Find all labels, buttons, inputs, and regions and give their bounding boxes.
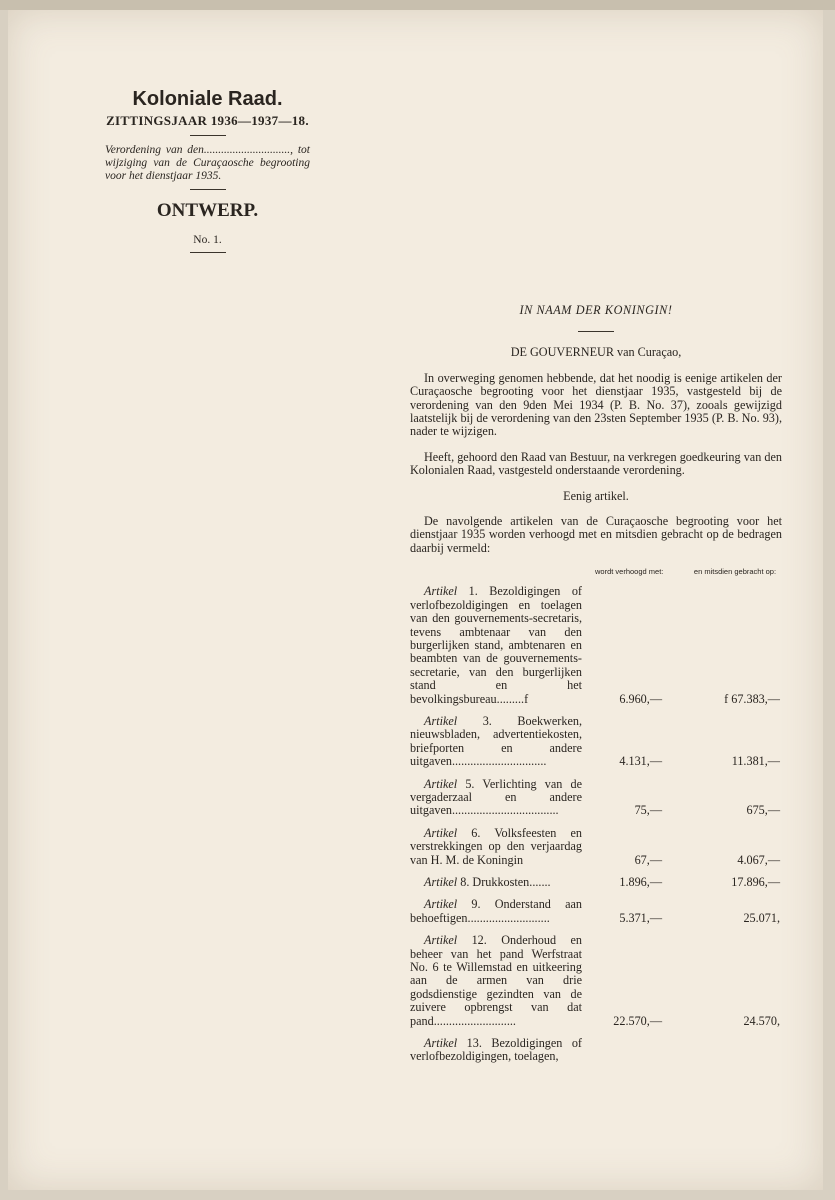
increase-amount: 6.960,— <box>619 691 662 706</box>
article-label: Artikel <box>424 875 458 889</box>
table-rows <box>410 585 782 1064</box>
total-amount: f 67.383,— <box>724 691 780 706</box>
table-header <box>410 567 782 576</box>
article-text: 8. Drukkosten....... <box>457 875 551 889</box>
document-header <box>105 88 310 259</box>
increase-amount: 4.131,— <box>619 754 662 769</box>
table-row <box>410 827 782 867</box>
divider <box>578 331 614 332</box>
table-row <box>410 934 782 1028</box>
article-label: Artikel <box>424 897 458 912</box>
total-amount: 25.071, <box>743 910 780 925</box>
article-label: Artikel <box>424 1036 458 1051</box>
document-number: No. 1. <box>193 234 222 246</box>
article-text: 5. Verlichting van de vergaderzaal en andere uitgaven................................... <box>410 776 582 818</box>
increase-column-header: wordt verhoogd met: <box>595 567 664 577</box>
article-description <box>410 715 582 769</box>
table-row <box>410 1037 782 1064</box>
article-text: 1. Bezoldigingen of verlofbezoldigingen en toelagen van den gouvernements-secretaris, tevens ambtenaar van den burgerlijken stand, ambtenaren en beambten van de gouvernements-secretarie, van den burgerlijken stand en het bevolkingsbureau.........f <box>410 584 582 706</box>
council-title: Koloniale Raad. <box>132 88 283 110</box>
increase-amount: 75,— <box>634 803 662 818</box>
article-label: Artikel <box>424 825 458 840</box>
total-amount: 675,— <box>746 803 780 818</box>
royal-heading: IN NAAM DER KONINGIN! <box>519 303 673 317</box>
article-heading: Eenig artikel. <box>563 488 629 503</box>
draft-label: ONTWERP. <box>156 200 259 221</box>
article-description <box>410 934 582 1028</box>
session-years: ZITTINGSJAAR 1936—1937—18. <box>106 113 309 128</box>
approval-paragraph: Heeft, gehoord den Raad van Bestuur, na verkregen goedkeuring van den Kolonialen Raad, vastgesteld onderstaande verordening. <box>410 449 782 478</box>
increase-amount: 5.371,— <box>619 910 662 925</box>
ordinance-description: Verordening van den.............................., tot wijziging van de Curaçaosche begrooting voor het dienstjaar 1935. <box>105 144 310 182</box>
table-row <box>410 876 782 889</box>
total-column-header: en mitsdien gebracht op: <box>693 567 777 577</box>
total-amount: 17.896,— <box>731 875 780 889</box>
article-description <box>410 1037 582 1064</box>
divider <box>190 252 226 253</box>
total-amount: 4.067,— <box>737 852 780 867</box>
table-row <box>410 715 782 769</box>
table-row <box>410 898 782 925</box>
article-description <box>410 876 582 889</box>
table-row <box>410 778 782 818</box>
increase-amount: 22.570,— <box>613 1013 662 1028</box>
article-description <box>410 585 582 706</box>
article-text: 6. Volksfeesten en verstrekkingen op den verjaardag van H. M. de Koningin <box>410 825 582 867</box>
article-text: 9. Onderstand aan behoeftigen........................... <box>410 897 582 925</box>
article-label: Artikel <box>424 776 458 791</box>
divider <box>190 135 226 136</box>
article-label: Artikel <box>424 933 458 948</box>
increase-amount: 67,— <box>634 852 662 867</box>
article-label: Artikel <box>424 584 458 599</box>
article-text: 12. Onderhoud en beheer van het pand Werfstraat No. 6 te Willemstad en uitkeering aan de armen van drie godsdienstige gezindten van de zuivere opbrengst van dat pand........................... <box>410 933 582 1028</box>
budget-table <box>410 567 782 1064</box>
total-amount: 11.381,— <box>731 754 780 769</box>
total-amount: 24.570, <box>743 1013 780 1028</box>
article-description <box>410 898 582 925</box>
article-description <box>410 778 582 818</box>
article-description <box>410 827 582 867</box>
preamble-paragraph: In overweging genomen hebbende, dat het noodig is eenige artikelen der Curaçaosche begrooting voor het dienstjaar 1935, vastgesteld bij de verordening van den 9den Mei 1934 (P. B. No. 37), zooals gewijzigd laatstelijk bij de verordening van den 23sten September 1935 (P. B. No. 93), nader te wijzigen. <box>410 370 782 439</box>
table-row <box>410 585 782 706</box>
increase-amount: 1.896,— <box>619 875 662 889</box>
article-text: 3. Boekwerken, nieuwsbladen, advertentiekosten, briefporten en andere uitgaven............................... <box>410 713 582 769</box>
article-label: Artikel <box>424 713 458 728</box>
governor-line: DE GOUVERNEUR van Curaçao, <box>510 345 682 360</box>
article-text: 13. Bezoldigingen of verlofbezoldigingen, toelagen, <box>410 1036 582 1064</box>
ordinance-body <box>410 304 782 1064</box>
paper-edge <box>0 0 835 10</box>
enacting-paragraph: De navolgende artikelen van de Curaçaosche begrooting voor het dienstjaar 1935 worden verhoogd met en mitsdien gebracht op de bedragen daarbij vermeld: <box>410 514 782 555</box>
divider <box>190 189 226 190</box>
